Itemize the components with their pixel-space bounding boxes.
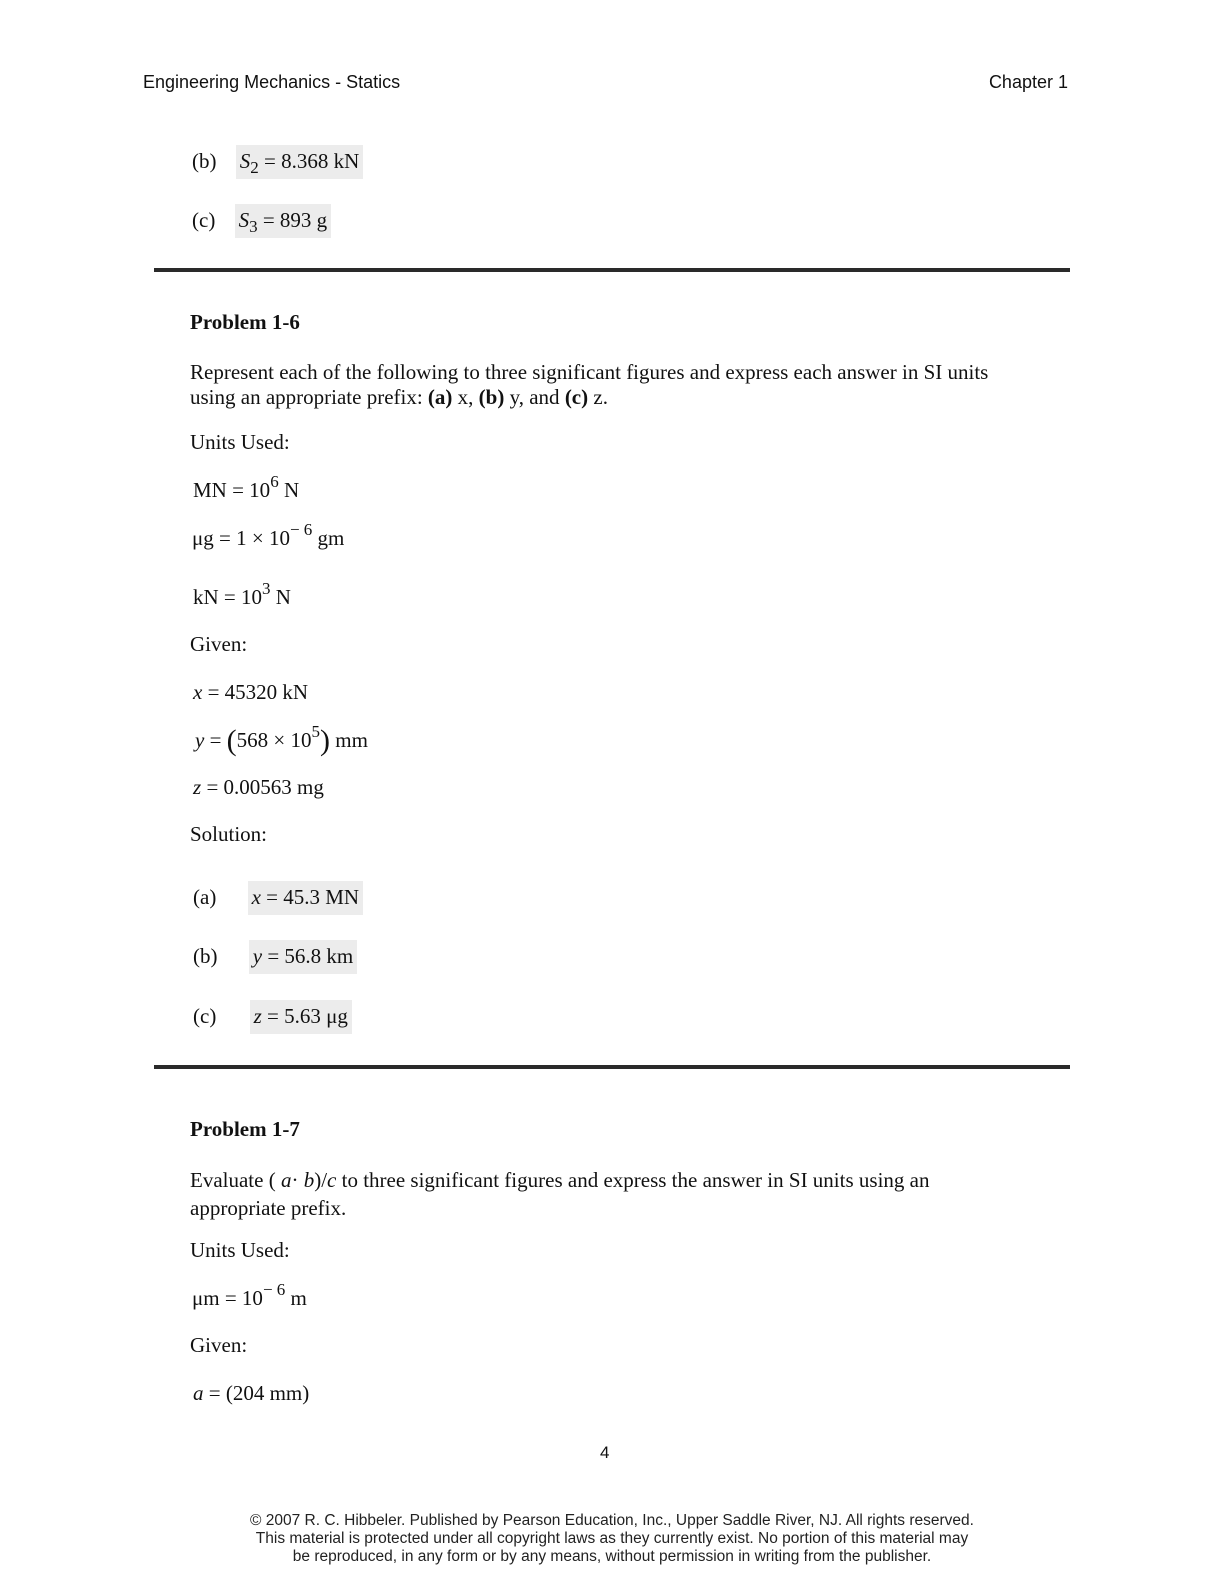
problem-statement-line-2: using an appropriate prefix: (a) x, (b) y, and (c) z. (190, 385, 608, 409)
answer-box: z = 5.63 μg (250, 1000, 352, 1034)
problem-statement-line-1: Evaluate ( a· b)/c to three significant figures and express the answer in SI units using an (190, 1168, 930, 1192)
footer-line: © 2007 R. C. Hibbeler. Published by Pearson Education, Inc., Upper Saddle River, NJ. All rights reserved. (250, 1512, 974, 1529)
prev-solution-b (192, 145, 363, 179)
answer-box: $S_3 = 893$ g (235, 204, 332, 238)
units-used-label: Units Used: (190, 430, 290, 454)
given-a: a = (204 mm) (193, 1381, 310, 1405)
solution-b: (b) y = 56.8 km (193, 940, 357, 974)
problem-title: Problem 1-6 (190, 310, 300, 334)
running-header-title: Engineering Mechanics - Statics (143, 72, 401, 92)
footer-line: be reproduced, in any form or by any means, without permission in writing from the publisher. (292, 1548, 932, 1565)
unit-definition-ug: $\mu g = 1 \times 10^{- 6}$ gm (192, 520, 345, 550)
section-divider (154, 268, 1070, 272)
solution-a: (a) x = 45.3 MN (193, 881, 363, 915)
answer-box: x = 45.3 MN (248, 881, 364, 915)
solution-label: (b) (192, 149, 217, 173)
problem-statement-line-2: appropriate prefix. (190, 1196, 347, 1220)
answer-box: $S_2 = 8.368$ kN (236, 145, 364, 179)
solution-label: Solution: (190, 822, 268, 846)
page-number: 4 (600, 1443, 610, 1462)
problem-title: Problem 1-7 (190, 1117, 300, 1141)
given-z: z = 0.00563 mg (193, 775, 324, 799)
given-y: $y = (568 \times 10^5)$ mm (195, 722, 368, 757)
problem-statement-line-1: Represent each of the following to three significant figures and express each answer in SI units (190, 360, 989, 384)
running-header-chapter: Chapter 1 (988, 72, 1068, 92)
footer-line: This material is protected under all copyright laws as they currently exist. No portion of this material may (255, 1530, 969, 1547)
given-x: x = 45320 kN (193, 680, 309, 704)
unit-definition-mn: MN = $10^6$ N (193, 472, 300, 502)
given-label: Given: (190, 632, 248, 656)
solution-c: (c) z = 5.63 μg (193, 1000, 352, 1034)
unit-definition-kn: kN = $10^3$ N (193, 579, 291, 609)
solution-label: (c) (192, 208, 216, 232)
prev-solution-c (192, 204, 331, 238)
given-label: Given: (190, 1333, 248, 1357)
section-divider (154, 1065, 1070, 1069)
unit-definition-um: $\mu m = 10^{- 6}$ m (192, 1280, 307, 1310)
copyright-footer (0, 1512, 1224, 1566)
answer-box: y = 56.8 km (249, 940, 358, 974)
units-used-label: Units Used: (190, 1238, 290, 1262)
